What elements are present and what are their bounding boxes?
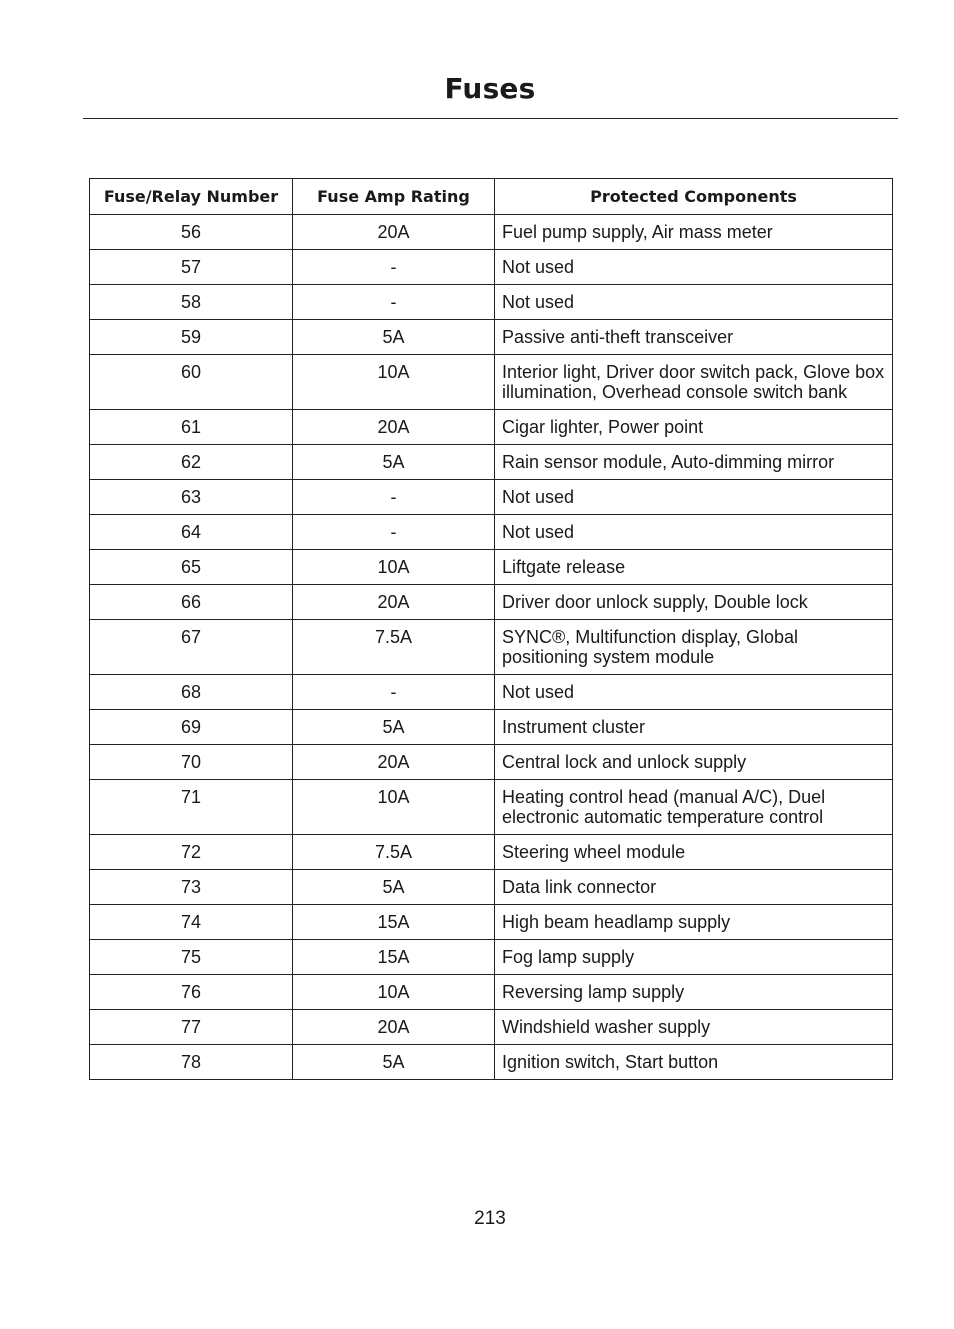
- amp-rating-cell: 10A: [293, 550, 495, 585]
- header-fuse-relay-number: Fuse/Relay Number: [90, 179, 293, 215]
- protected-components-cell: Interior light, Driver door switch pack, Glove box illumination, Overhead console switch bank: [495, 355, 893, 410]
- amp-rating-cell: -: [293, 675, 495, 710]
- protected-components-cell: Windshield washer supply: [495, 1010, 893, 1045]
- amp-rating-cell: -: [293, 250, 495, 285]
- protected-components-cell: SYNC®, Multifunction display, Global positioning system module: [495, 620, 893, 675]
- fuse-table: [89, 178, 893, 1080]
- amp-rating-cell: 15A: [293, 940, 495, 975]
- protected-components-cell: High beam headlamp supply: [495, 905, 893, 940]
- amp-rating-cell: 10A: [293, 780, 495, 835]
- fuse-number-cell: 69: [90, 710, 293, 745]
- protected-components-cell: Ignition switch, Start button: [495, 1045, 893, 1080]
- table-row: [90, 515, 893, 550]
- table-row: [90, 215, 893, 250]
- protected-components-cell: Not used: [495, 515, 893, 550]
- header-protected-components: Protected Components: [495, 179, 893, 215]
- amp-rating-cell: 5A: [293, 870, 495, 905]
- amp-rating-cell: 20A: [293, 585, 495, 620]
- protected-components-cell: Data link connector: [495, 870, 893, 905]
- protected-components-cell: Central lock and unlock supply: [495, 745, 893, 780]
- amp-rating-cell: 15A: [293, 905, 495, 940]
- table-row: [90, 585, 893, 620]
- fuse-number-cell: 72: [90, 835, 293, 870]
- table-row: [90, 780, 893, 835]
- fuse-number-cell: 60: [90, 355, 293, 410]
- amp-rating-cell: -: [293, 515, 495, 550]
- amp-rating-cell: 5A: [293, 1045, 495, 1080]
- fuse-number-cell: 66: [90, 585, 293, 620]
- fuse-number-cell: 62: [90, 445, 293, 480]
- fuse-number-cell: 73: [90, 870, 293, 905]
- amp-rating-cell: 20A: [293, 1010, 495, 1045]
- fuse-number-cell: 56: [90, 215, 293, 250]
- table-row: [90, 550, 893, 585]
- fuse-number-cell: 59: [90, 320, 293, 355]
- protected-components-cell: Instrument cluster: [495, 710, 893, 745]
- protected-components-cell: Driver door unlock supply, Double lock: [495, 585, 893, 620]
- fuse-number-cell: 63: [90, 480, 293, 515]
- table-row: [90, 410, 893, 445]
- fuse-number-cell: 58: [90, 285, 293, 320]
- fuse-number-cell: 78: [90, 1045, 293, 1080]
- amp-rating-cell: 5A: [293, 445, 495, 480]
- amp-rating-cell: -: [293, 480, 495, 515]
- protected-components-cell: Steering wheel module: [495, 835, 893, 870]
- protected-components-cell: Rain sensor module, Auto-dimming mirror: [495, 445, 893, 480]
- table-row: [90, 250, 893, 285]
- amp-rating-cell: 20A: [293, 215, 495, 250]
- protected-components-cell: Not used: [495, 285, 893, 320]
- page-title: Fuses: [444, 72, 536, 105]
- fuse-number-cell: 65: [90, 550, 293, 585]
- table-header-row: [90, 179, 893, 215]
- amp-rating-cell: 20A: [293, 410, 495, 445]
- table-row: [90, 745, 893, 780]
- fuse-number-cell: 61: [90, 410, 293, 445]
- amp-rating-cell: -: [293, 285, 495, 320]
- amp-rating-cell: 5A: [293, 320, 495, 355]
- fuse-number-cell: 68: [90, 675, 293, 710]
- protected-components-cell: Fog lamp supply: [495, 940, 893, 975]
- protected-components-cell: Liftgate release: [495, 550, 893, 585]
- fuse-number-cell: 71: [90, 780, 293, 835]
- fuse-number-cell: 77: [90, 1010, 293, 1045]
- table-body: [90, 215, 893, 1080]
- amp-rating-cell: 10A: [293, 355, 495, 410]
- table-row: [90, 445, 893, 480]
- table-row: [90, 675, 893, 710]
- fuse-number-cell: 64: [90, 515, 293, 550]
- table-row: [90, 320, 893, 355]
- protected-components-cell: Not used: [495, 480, 893, 515]
- table-row: [90, 1010, 893, 1045]
- page-number: 213: [474, 1208, 506, 1229]
- protected-components-cell: Reversing lamp supply: [495, 975, 893, 1010]
- protected-components-cell: Not used: [495, 250, 893, 285]
- table-row: [90, 620, 893, 675]
- table-row: [90, 905, 893, 940]
- amp-rating-cell: 7.5A: [293, 620, 495, 675]
- protected-components-cell: Not used: [495, 675, 893, 710]
- protected-components-cell: Cigar lighter, Power point: [495, 410, 893, 445]
- table-row: [90, 480, 893, 515]
- header-fuse-amp-rating: Fuse Amp Rating: [293, 179, 495, 215]
- title-divider: [83, 118, 898, 119]
- fuse-number-cell: 67: [90, 620, 293, 675]
- table-row: [90, 870, 893, 905]
- protected-components-cell: Heating control head (manual A/C), Duel electronic automatic temperature control: [495, 780, 893, 835]
- fuse-number-cell: 75: [90, 940, 293, 975]
- protected-components-cell: Fuel pump supply, Air mass meter: [495, 215, 893, 250]
- amp-rating-cell: 7.5A: [293, 835, 495, 870]
- table-row: [90, 710, 893, 745]
- amp-rating-cell: 10A: [293, 975, 495, 1010]
- fuse-number-cell: 70: [90, 745, 293, 780]
- amp-rating-cell: 20A: [293, 745, 495, 780]
- fuse-number-cell: 74: [90, 905, 293, 940]
- table-row: [90, 285, 893, 320]
- protected-components-cell: Passive anti-theft transceiver: [495, 320, 893, 355]
- table-row: [90, 835, 893, 870]
- fuse-number-cell: 57: [90, 250, 293, 285]
- table-row: [90, 1045, 893, 1080]
- amp-rating-cell: 5A: [293, 710, 495, 745]
- fuse-number-cell: 76: [90, 975, 293, 1010]
- table-row: [90, 355, 893, 410]
- table-row: [90, 940, 893, 975]
- table-row: [90, 975, 893, 1010]
